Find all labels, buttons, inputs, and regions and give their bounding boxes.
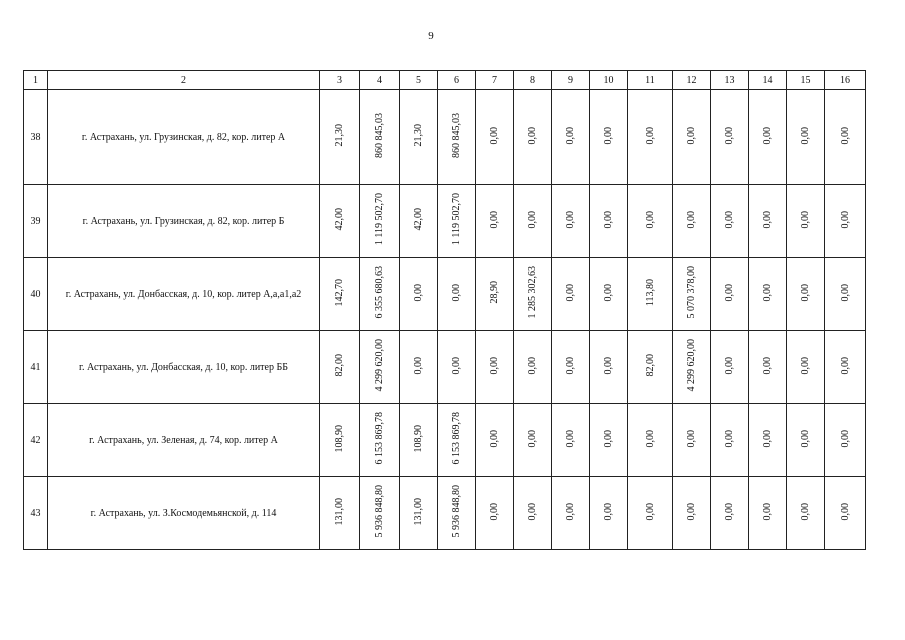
value-cell-col-15 <box>787 331 825 404</box>
value-cell-col-16 <box>825 404 866 477</box>
value-cell-col-15 <box>787 404 825 477</box>
page-number: 9 <box>428 30 434 42</box>
row-number: 41 <box>24 331 48 404</box>
value-cell-col-9 <box>552 258 590 331</box>
value-text: 4 299 620,00 <box>374 339 385 392</box>
value-text: 82,00 <box>334 354 345 377</box>
value-text: 0,00 <box>565 283 576 302</box>
value-cell-col-9 <box>552 477 590 550</box>
value-text: 5 070 378,00 <box>686 266 697 319</box>
value-cell-col-5 <box>400 185 438 258</box>
value-text: 0,00 <box>800 502 811 521</box>
column-header-2: 2 <box>48 71 320 90</box>
value-text: 0,00 <box>413 356 424 375</box>
value-text: 0,00 <box>762 356 773 375</box>
value-cell-col-11 <box>628 258 673 331</box>
value-text: 0,00 <box>489 502 500 521</box>
address-cell: г. Астрахань, ул. Грузинская, д. 82, кор. литер А <box>48 90 320 185</box>
value-text: 21,30 <box>413 124 424 147</box>
table-row <box>24 258 866 331</box>
value-text: 0,00 <box>724 126 735 145</box>
value-text: 0,00 <box>527 502 538 521</box>
value-cell-col-4 <box>360 185 400 258</box>
row-number: 43 <box>24 477 48 550</box>
value-text: 0,00 <box>762 429 773 448</box>
value-text: 0,00 <box>800 210 811 229</box>
table-row <box>24 477 866 550</box>
value-text: 0,00 <box>724 356 735 375</box>
value-text: 0,00 <box>603 210 614 229</box>
value-text: 0,00 <box>527 429 538 448</box>
value-text: 82,00 <box>644 354 656 377</box>
value-cell-col-13 <box>711 477 749 550</box>
value-cell-col-15 <box>787 185 825 258</box>
address-cell: г. Астрахань, ул. Донбасская, д. 10, кор. литер А,а,а1,а2 <box>48 258 320 331</box>
value-text: 28,90 <box>489 281 500 304</box>
value-cell-col-4 <box>360 404 400 477</box>
value-text: 5 936 848,80 <box>374 485 385 538</box>
value-text: 0,00 <box>565 356 576 375</box>
value-cell-col-3 <box>320 185 360 258</box>
value-text: 42,00 <box>334 208 345 231</box>
value-cell-col-9 <box>552 185 590 258</box>
value-cell-col-6 <box>438 258 476 331</box>
table-row <box>24 90 866 185</box>
value-cell-col-3 <box>320 90 360 185</box>
value-text: 21,30 <box>334 124 345 147</box>
value-cell-col-6 <box>438 90 476 185</box>
address-cell: г. Астрахань, ул. Грузинская, д. 82, кор. литер Б <box>48 185 320 258</box>
value-cell-col-11 <box>628 90 673 185</box>
value-cell-col-11 <box>628 477 673 550</box>
value-cell-col-9 <box>552 90 590 185</box>
value-cell-col-10 <box>590 331 628 404</box>
value-cell-col-8 <box>514 185 552 258</box>
row-number: 38 <box>24 90 48 185</box>
value-text: 0,00 <box>800 356 811 375</box>
value-text: 0,00 <box>489 356 500 375</box>
value-cell-col-13 <box>711 331 749 404</box>
value-text: 0,00 <box>839 429 851 448</box>
value-cell-col-13 <box>711 404 749 477</box>
value-cell-col-12 <box>673 404 711 477</box>
value-cell-col-5 <box>400 331 438 404</box>
value-text: 6 153 869,78 <box>451 412 462 465</box>
column-header-12: 12 <box>673 71 711 90</box>
value-cell-col-6 <box>438 477 476 550</box>
value-cell-col-9 <box>552 404 590 477</box>
value-text: 0,00 <box>724 283 735 302</box>
row-number: 39 <box>24 185 48 258</box>
value-cell-col-7 <box>476 90 514 185</box>
value-text: 1 119 502,70 <box>374 193 385 246</box>
value-text: 0,00 <box>565 429 576 448</box>
value-cell-col-5 <box>400 90 438 185</box>
row-number: 40 <box>24 258 48 331</box>
value-cell-col-6 <box>438 331 476 404</box>
value-cell-col-7 <box>476 331 514 404</box>
column-header-8: 8 <box>514 71 552 90</box>
value-text: 0,00 <box>603 283 614 302</box>
value-cell-col-14 <box>749 404 787 477</box>
column-header-9: 9 <box>552 71 590 90</box>
value-text: 0,00 <box>527 210 538 229</box>
table-row <box>24 404 866 477</box>
value-text: 5 936 848,80 <box>451 485 462 538</box>
value-cell-col-3 <box>320 404 360 477</box>
value-cell-col-10 <box>590 185 628 258</box>
value-cell-col-7 <box>476 258 514 331</box>
value-cell-col-12 <box>673 258 711 331</box>
value-cell-col-3 <box>320 258 360 331</box>
column-header-11: 11 <box>628 71 673 90</box>
value-cell-col-10 <box>590 477 628 550</box>
value-text: 860 845,03 <box>451 113 462 158</box>
value-cell-col-10 <box>590 258 628 331</box>
value-text: 131,00 <box>413 497 424 526</box>
value-cell-col-14 <box>749 258 787 331</box>
value-cell-col-4 <box>360 477 400 550</box>
value-text: 0,00 <box>603 502 614 521</box>
value-cell-col-7 <box>476 185 514 258</box>
address-cell: г. Астрахань, ул. Зеленая, д. 74, кор. литер А <box>48 404 320 477</box>
value-cell-col-13 <box>711 258 749 331</box>
value-text: 0,00 <box>686 126 697 145</box>
value-text: 0,00 <box>686 210 697 229</box>
value-text: 0,00 <box>565 126 576 145</box>
value-text: 108,90 <box>334 424 345 453</box>
table-row <box>24 331 866 404</box>
value-cell-col-6 <box>438 185 476 258</box>
column-header-10: 10 <box>590 71 628 90</box>
value-cell-col-14 <box>749 331 787 404</box>
value-text: 0,00 <box>527 356 538 375</box>
address-cell: г. Астрахань, ул. З.Космодемьянской, д. 114 <box>48 477 320 550</box>
value-text: 0,00 <box>724 210 735 229</box>
value-text: 0,00 <box>839 210 851 229</box>
value-text: 142,70 <box>334 278 345 307</box>
value-text: 0,00 <box>603 126 614 145</box>
value-text: 42,00 <box>413 208 424 231</box>
value-cell-col-14 <box>749 90 787 185</box>
value-text: 0,00 <box>489 126 500 145</box>
value-cell-col-5 <box>400 258 438 331</box>
value-cell-col-7 <box>476 477 514 550</box>
value-text: 0,00 <box>839 283 851 302</box>
value-text: 6 355 680,63 <box>374 266 385 319</box>
value-cell-col-15 <box>787 477 825 550</box>
value-cell-col-14 <box>749 185 787 258</box>
value-cell-col-8 <box>514 331 552 404</box>
column-header-14: 14 <box>749 71 787 90</box>
value-cell-col-12 <box>673 477 711 550</box>
value-text: 0,00 <box>644 429 656 448</box>
value-text: 0,00 <box>686 502 697 521</box>
value-cell-col-12 <box>673 331 711 404</box>
value-cell-col-3 <box>320 477 360 550</box>
value-text: 0,00 <box>489 210 500 229</box>
value-cell-col-6 <box>438 404 476 477</box>
value-cell-col-8 <box>514 477 552 550</box>
value-cell-col-3 <box>320 331 360 404</box>
value-cell-col-7 <box>476 404 514 477</box>
value-text: 1 119 502,70 <box>451 193 462 246</box>
value-text: 0,00 <box>603 356 614 375</box>
value-cell-col-13 <box>711 90 749 185</box>
column-header-1: 1 <box>24 71 48 90</box>
value-cell-col-12 <box>673 185 711 258</box>
value-text: 0,00 <box>565 502 576 521</box>
row-number: 42 <box>24 404 48 477</box>
value-text: 0,00 <box>489 429 500 448</box>
value-text: 108,90 <box>413 424 424 453</box>
value-text: 1 285 302,63 <box>527 266 538 319</box>
value-text: 0,00 <box>762 502 773 521</box>
value-text: 0,00 <box>762 283 773 302</box>
value-text: 0,00 <box>451 283 462 302</box>
value-cell-col-15 <box>787 258 825 331</box>
value-cell-col-16 <box>825 331 866 404</box>
value-cell-col-11 <box>628 185 673 258</box>
value-cell-col-8 <box>514 404 552 477</box>
column-header-15: 15 <box>787 71 825 90</box>
value-cell-col-8 <box>514 90 552 185</box>
value-text: 0,00 <box>839 356 851 375</box>
value-cell-col-5 <box>400 477 438 550</box>
value-cell-col-16 <box>825 477 866 550</box>
value-cell-col-14 <box>749 477 787 550</box>
column-header-13: 13 <box>711 71 749 90</box>
value-text: 0,00 <box>762 210 773 229</box>
value-text: 0,00 <box>724 429 735 448</box>
value-cell-col-16 <box>825 185 866 258</box>
column-header-3: 3 <box>320 71 360 90</box>
value-cell-col-11 <box>628 331 673 404</box>
value-cell-col-4 <box>360 258 400 331</box>
value-text: 0,00 <box>644 126 656 145</box>
value-cell-col-15 <box>787 90 825 185</box>
value-cell-col-9 <box>552 331 590 404</box>
value-text: 0,00 <box>644 210 656 229</box>
value-cell-col-13 <box>711 185 749 258</box>
column-header-16: 16 <box>825 71 866 90</box>
value-text: 0,00 <box>527 126 538 145</box>
value-cell-col-10 <box>590 90 628 185</box>
column-header-5: 5 <box>400 71 438 90</box>
value-text: 0,00 <box>644 502 656 521</box>
value-cell-col-10 <box>590 404 628 477</box>
value-text: 0,00 <box>724 502 735 521</box>
value-cell-col-12 <box>673 90 711 185</box>
value-text: 0,00 <box>603 429 614 448</box>
value-text: 0,00 <box>839 126 851 145</box>
value-text: 0,00 <box>686 429 697 448</box>
value-text: 6 153 869,78 <box>374 412 385 465</box>
value-text: 0,00 <box>839 502 851 521</box>
column-header-6: 6 <box>438 71 476 90</box>
value-cell-col-4 <box>360 90 400 185</box>
value-cell-col-4 <box>360 331 400 404</box>
address-cell: г. Астрахань, ул. Донбасская, д. 10, кор. литер ББ <box>48 331 320 404</box>
value-text: 0,00 <box>800 283 811 302</box>
value-cell-col-5 <box>400 404 438 477</box>
value-cell-col-11 <box>628 404 673 477</box>
header-row <box>24 71 866 90</box>
value-text: 0,00 <box>451 356 462 375</box>
value-text: 0,00 <box>413 283 424 302</box>
value-text: 0,00 <box>565 210 576 229</box>
value-text: 113,80 <box>644 278 656 307</box>
value-text: 0,00 <box>762 126 773 145</box>
value-cell-col-16 <box>825 90 866 185</box>
value-text: 0,00 <box>800 126 811 145</box>
data-table <box>23 70 866 550</box>
value-cell-col-8 <box>514 258 552 331</box>
value-text: 860 845,03 <box>374 113 385 158</box>
value-text: 131,00 <box>334 497 345 526</box>
value-text: 0,00 <box>800 429 811 448</box>
value-text: 4 299 620,00 <box>686 339 697 392</box>
table-row <box>24 185 866 258</box>
column-header-4: 4 <box>360 71 400 90</box>
column-header-7: 7 <box>476 71 514 90</box>
value-cell-col-16 <box>825 258 866 331</box>
